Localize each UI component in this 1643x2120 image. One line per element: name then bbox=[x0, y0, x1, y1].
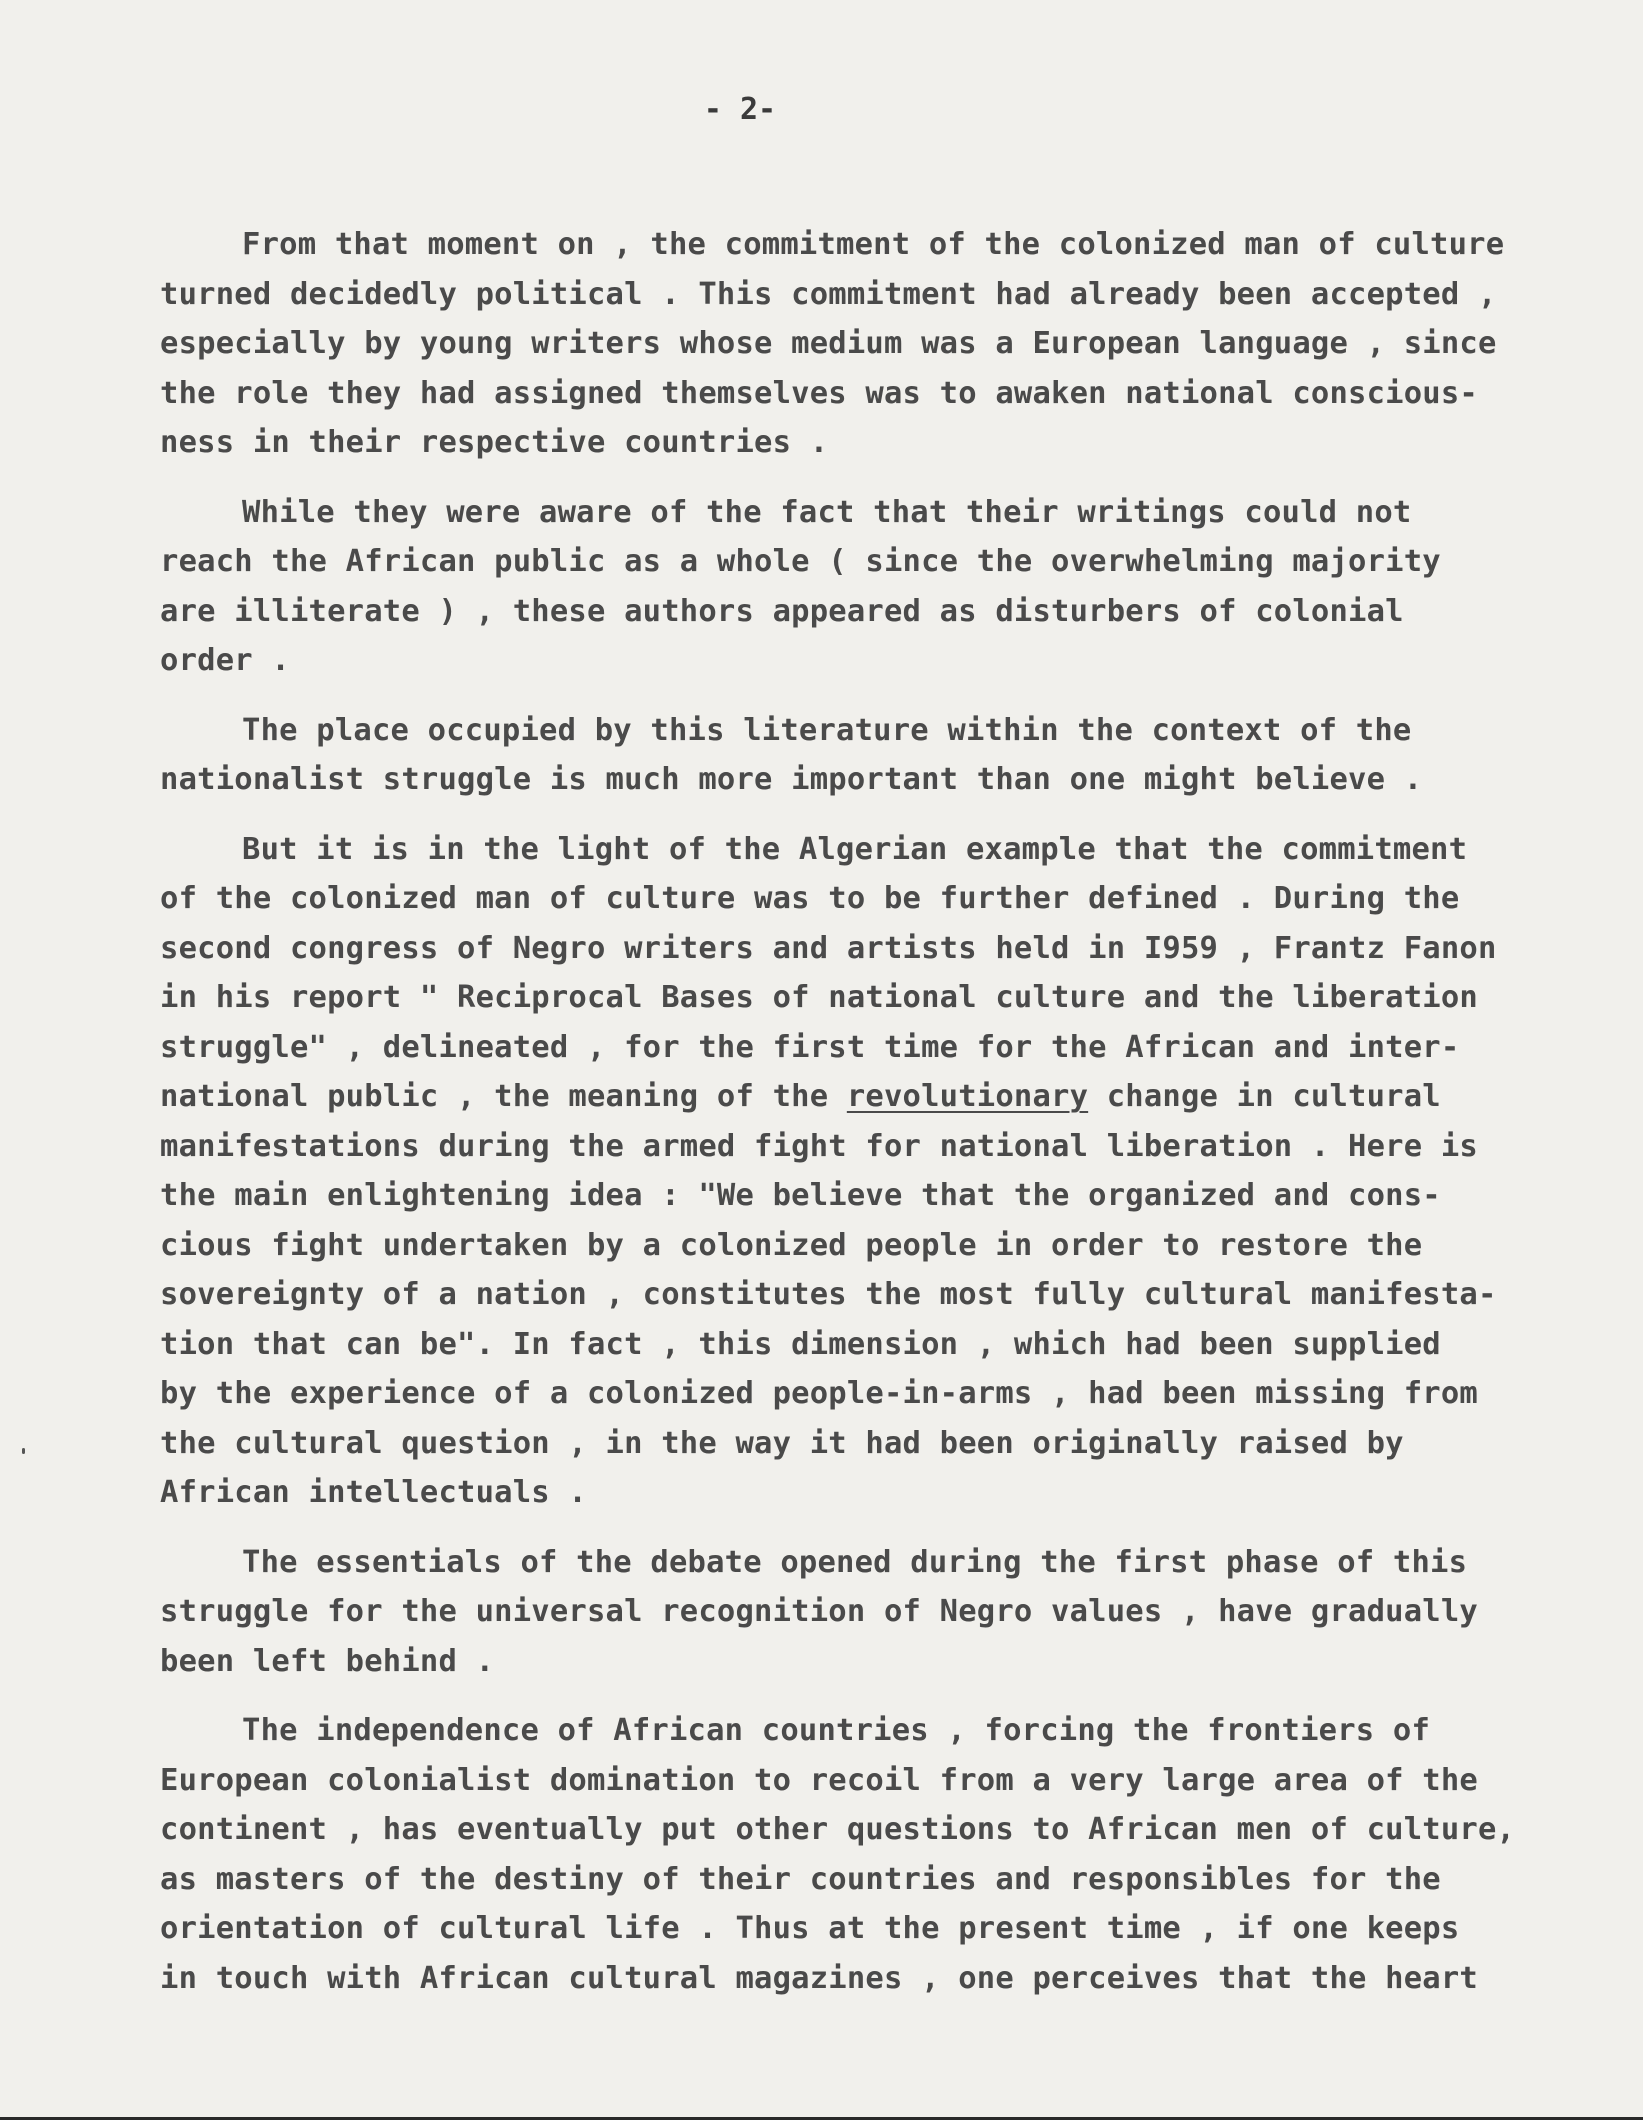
text-line-with-underline bbox=[160, 1072, 1620, 1122]
paper-speck bbox=[22, 1448, 25, 1454]
text-line: in touch with African cultural magazines , one perceives that the heart bbox=[160, 1960, 1478, 1996]
text-line: the role they had assigned themselves was to awaken national conscious- bbox=[160, 375, 1478, 411]
text-line: by the experience of a colonized people-in-arms , had been missing from bbox=[160, 1376, 1478, 1411]
text-line: the main enlightening idea : "We believe that the organized and cons- bbox=[160, 1178, 1441, 1213]
text-line: manifestations during the armed fight for national liberation . Here is bbox=[160, 1128, 1478, 1164]
page-number: - 2- bbox=[703, 92, 777, 127]
text-line: European colonialist domination to recoil from a very large area of the bbox=[160, 1762, 1478, 1798]
text-line: sovereignty of a nation , constitutes the most fully cultural manifesta- bbox=[160, 1277, 1497, 1312]
text-line: second congress of Negro writers and artists held in I959 , Frantz Fanon bbox=[160, 930, 1497, 966]
text-line: reach the African public as a whole ( since the overwhelming majority bbox=[160, 544, 1441, 579]
document-body bbox=[160, 220, 1620, 2023]
text-line: ness in their respective countries . bbox=[160, 425, 829, 460]
text-line: struggle" , delineated , for the first time for the African and inter- bbox=[160, 1029, 1460, 1065]
text-line: The place occupied by this literature within the context of the bbox=[242, 712, 1412, 748]
paragraph-1 bbox=[160, 220, 1620, 468]
text-line: The independence of African countries , forcing the frontiers of bbox=[242, 1713, 1431, 1748]
text-segment: change in cultural bbox=[1088, 1079, 1441, 1114]
text-line: cious fight undertaken by a colonized people in order to restore the bbox=[160, 1227, 1423, 1263]
text-line: especially by young writers whose medium was a European language , since bbox=[160, 326, 1497, 361]
paragraph-2 bbox=[160, 488, 1620, 686]
text-line: are illiterate ) , these authors appeared as disturbers of colonial bbox=[160, 593, 1404, 629]
text-line: While they were aware of the fact that their writings could not bbox=[242, 494, 1412, 530]
text-line: nationalist struggle is much more important than one might believe . bbox=[160, 762, 1423, 797]
paragraph-4 bbox=[160, 825, 1620, 1518]
text-line: the cultural question , in the way it had been originally raised by bbox=[160, 1425, 1404, 1461]
paragraph-6 bbox=[160, 1706, 1620, 2003]
text-line: in his report " Reciprocal Bases of national culture and the liberation bbox=[160, 980, 1478, 1015]
text-line: continent , has eventually put other questions to African men of culture, bbox=[160, 1812, 1516, 1847]
text-line: African intellectuals . bbox=[160, 1475, 587, 1510]
text-line: been left behind . bbox=[160, 1643, 495, 1679]
underlined-word: revolutionary bbox=[846, 1079, 1089, 1114]
text-line: From that moment on , the commitment of the colonized man of culture bbox=[242, 227, 1505, 262]
text-line: orientation of cultural life . Thus at the present time , if one keeps bbox=[160, 1911, 1460, 1946]
text-line: But it is in the light of the Algerian example that the commitment bbox=[242, 831, 1468, 867]
text-line: struggle for the universal recognition of Negro values , have gradually bbox=[160, 1594, 1478, 1629]
text-line: tion that can be". In fact , this dimension , which had been supplied bbox=[160, 1326, 1441, 1362]
paragraph-5 bbox=[160, 1538, 1620, 1687]
text-line: turned decidedly political . This commitment had already been accepted , bbox=[160, 276, 1497, 312]
text-line: The essentials of the debate opened during the first phase of this bbox=[242, 1544, 1468, 1580]
text-line: of the colonized man of culture was to be further defined . During the bbox=[160, 881, 1460, 916]
text-segment: national public , the meaning of the bbox=[160, 1079, 847, 1114]
paragraph-3 bbox=[160, 706, 1620, 805]
text-line: as masters of the destiny of their countries and responsibles for the bbox=[160, 1861, 1441, 1897]
text-line: order . bbox=[160, 643, 290, 678]
